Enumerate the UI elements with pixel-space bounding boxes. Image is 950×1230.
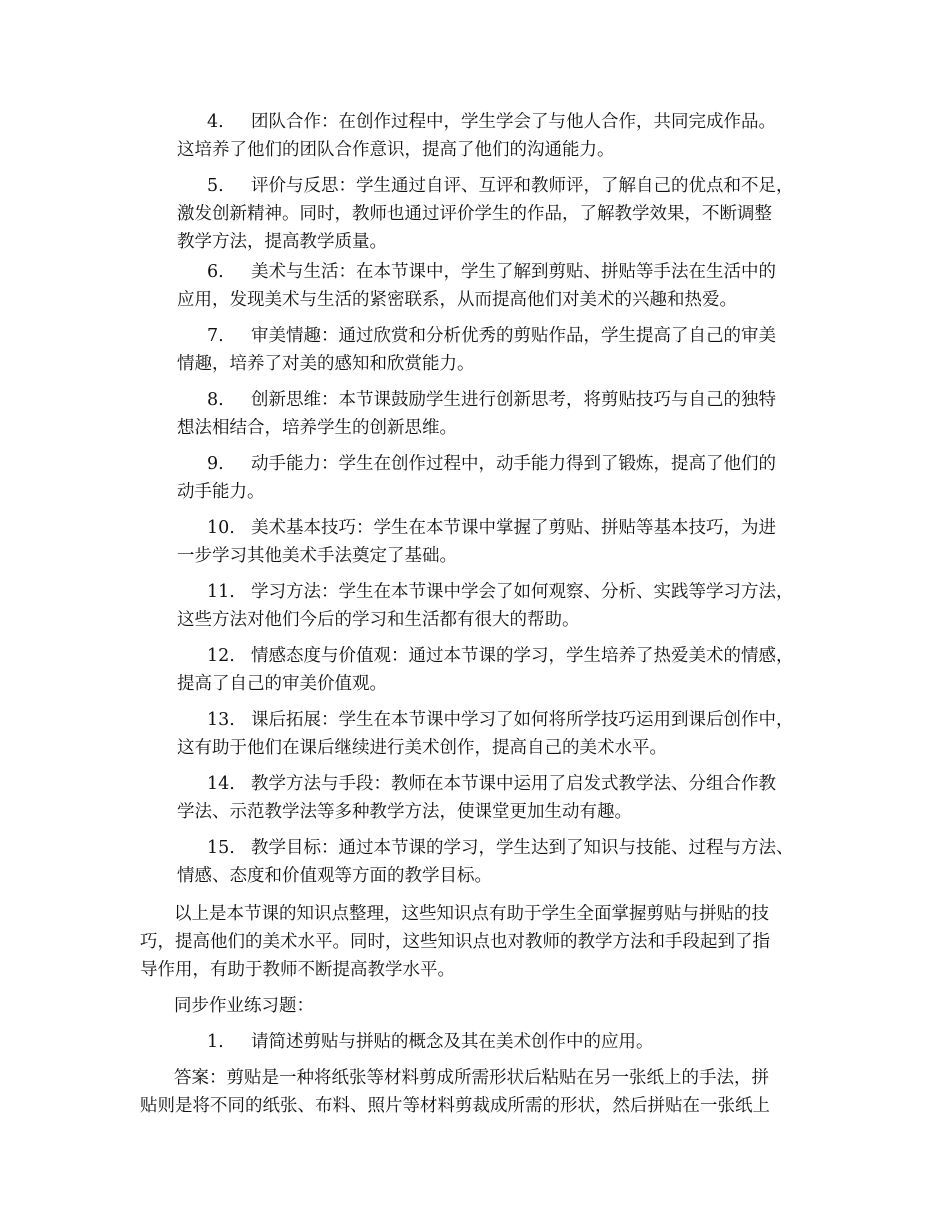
item-text-continued: 情趣，培养了对美的感知和欣赏能力。	[177, 354, 475, 374]
item-text: 教学目标：通过本节课的学习，学生达到了知识与技能、过程与方法、	[251, 838, 794, 858]
item-text: 情感态度与价值观：通过本节课的学习，学生培养了热爱美术的情感，	[251, 646, 794, 666]
list-item	[177, 386, 825, 442]
question-text: 请简述剪贴与拼贴的概念及其在美术创作中的应用。	[251, 1032, 654, 1052]
item-number: 4.	[207, 112, 224, 132]
item-text-continued: 提高了自己的审美价值观。	[177, 674, 387, 694]
item-text-continued: 学法、示范教学法等多种教学方法，使课堂更加生动有趣。	[177, 802, 632, 822]
item-text-continued: 一步学习其他美术手法奠定了基础。	[177, 546, 457, 566]
item-number: 9.	[207, 454, 224, 474]
answer-paragraph	[140, 1064, 820, 1120]
item-text: 课后拓展：学生在本节课中学习了如何将所学技巧运用到课后创作中，	[251, 710, 794, 730]
list-item	[177, 834, 825, 890]
item-text: 创新思维：本节课鼓励学生进行创新思考，将剪贴技巧与自己的独特	[251, 390, 776, 410]
item-number: 11.	[207, 582, 235, 602]
homework-heading	[140, 992, 820, 1020]
item-text: 美术与生活：在本节课中，学生了解到剪贴、拼贴等手法在生活中的	[251, 262, 776, 282]
item-text-continued: 这些方法对他们今后的学习和生活都有很大的帮助。	[177, 610, 580, 630]
item-text-continued: 激发创新精神。同时，教师也通过评价学生的作品，了解教学效果，不断调整	[177, 204, 772, 224]
list-item	[177, 514, 825, 570]
item-text-continued: 这培养了他们的团队合作意识，提高了他们的沟通能力。	[177, 140, 615, 160]
item-number: 14.	[207, 774, 235, 794]
summary-line: 巧，提高他们的美术水平。同时，这些知识点也对教师的教学方法和手段起到了指	[140, 932, 770, 952]
list-item	[177, 172, 825, 256]
summary-paragraph	[140, 900, 820, 984]
list-item	[177, 770, 825, 826]
item-number: 7.	[207, 326, 224, 346]
list-item	[177, 322, 825, 378]
item-text: 美术基本技巧：学生在本节课中掌握了剪贴、拼贴等基本技巧，为进	[251, 518, 776, 538]
item-text: 团队合作：在创作过程中，学生学会了与他人合作，共同完成作品。	[251, 112, 776, 132]
list-item	[177, 450, 825, 506]
item-number: 10.	[207, 518, 235, 538]
item-number: 8.	[207, 390, 224, 410]
list-item	[177, 706, 825, 762]
answer-line: 答案：剪贴是一种将纸张等材料剪成所需形状后粘贴在另一张纸上的手法，拼	[174, 1068, 769, 1088]
list-item	[177, 108, 825, 164]
item-number: 6.	[207, 262, 224, 282]
answer-line: 贴则是将不同的纸张、布料、照片等材料剪裁成所需的形状，然后拼贴在一张纸上	[140, 1096, 770, 1116]
list-item	[177, 258, 825, 314]
summary-line: 以上是本节课的知识点整理，这些知识点有助于学生全面掌握剪贴与拼贴的技	[174, 904, 769, 924]
item-text: 学习方法：学生在本节课中学会了如何观察、分析、实践等学习方法，	[251, 582, 794, 602]
item-number: 15.	[207, 838, 235, 858]
item-text-continued: 想法相结合，培养学生的创新思维。	[177, 418, 457, 438]
homework-title: 同步作业练习题：	[174, 996, 314, 1016]
summary-line: 导作用，有助于教师不断提高教学水平。	[140, 960, 455, 980]
item-text-continued: 这有助于他们在课后继续进行美术创作，提高自己的美术水平。	[177, 738, 667, 758]
item-text-continued: 教学方法，提高教学质量。	[177, 232, 387, 252]
item-text: 审美情趣：通过欣赏和分析优秀的剪贴作品，学生提高了自己的审美	[251, 326, 776, 346]
item-text-continued: 应用，发现美术与生活的紧密联系，从而提高他们对美术的兴趣和热爱。	[177, 290, 737, 310]
item-text: 评价与反思：学生通过自评、互评和教师评，了解自己的优点和不足，	[251, 176, 794, 196]
item-number: 13.	[207, 710, 235, 730]
item-text: 教学方法与手段：教师在本节课中运用了启发式教学法、分组合作教	[251, 774, 776, 794]
item-text-continued: 情感、态度和价值观等方面的教学目标。	[177, 866, 492, 886]
list-item	[177, 578, 825, 634]
homework-question	[207, 1028, 654, 1056]
item-text-continued: 动手能力。	[177, 482, 265, 502]
question-number: 1.	[207, 1032, 224, 1052]
item-number: 12.	[207, 646, 235, 666]
item-text: 动手能力：学生在创作过程中，动手能力得到了锻炼，提高了他们的	[251, 454, 776, 474]
list-item	[177, 642, 825, 698]
item-number: 5.	[207, 176, 224, 196]
